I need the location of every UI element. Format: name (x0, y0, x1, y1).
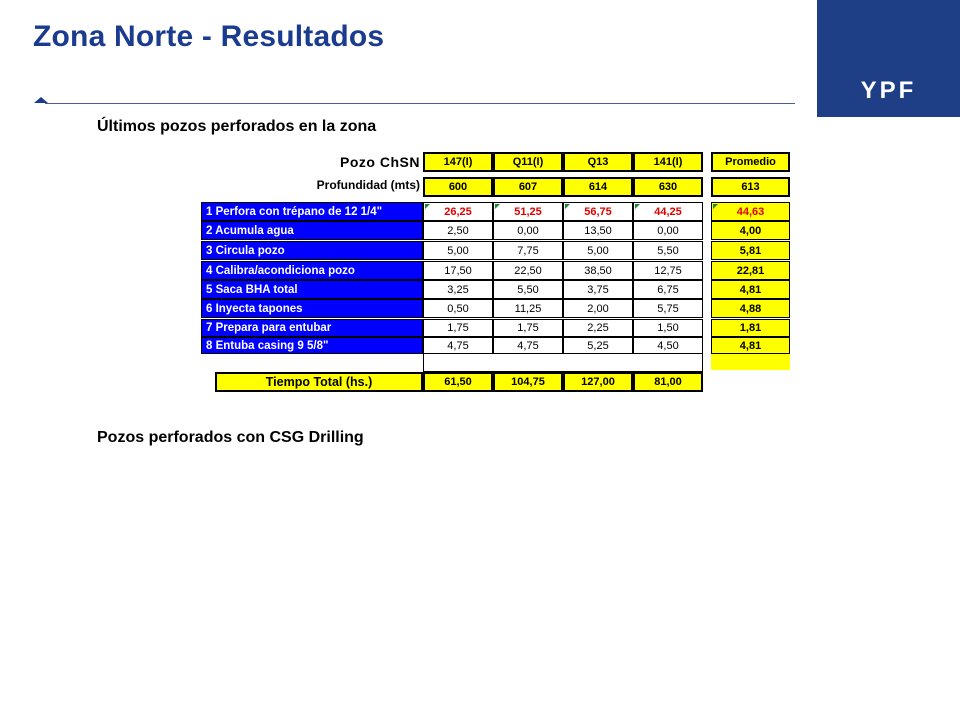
activity-value: 1,50 (633, 319, 703, 337)
activity-average: 44,63 (711, 202, 790, 221)
activity-value: 26,25 (423, 202, 493, 221)
activity-average: 4,00 (711, 221, 790, 240)
activity-value: 5,50 (493, 280, 563, 299)
activity-value: 4,75 (493, 337, 563, 354)
activity-value: 2,50 (423, 221, 493, 240)
well-header: Q13 (563, 152, 633, 172)
activity-value: 12,75 (633, 261, 703, 280)
activity-value: 5,75 (633, 299, 703, 318)
activity-label: 6 Inyecta tapones (201, 299, 423, 318)
activity-value: 1,75 (423, 319, 493, 337)
activity-label: 1 Perfora con trépano de 12 1/4" (201, 202, 423, 221)
well-header: Q11(I) (493, 152, 563, 172)
comment-flag-icon (713, 204, 718, 209)
activity-value: 2,00 (563, 299, 633, 318)
spacer-average (711, 354, 790, 370)
activity-label: 3 Circula pozo (201, 241, 423, 260)
activity-average: 4,81 (711, 280, 790, 299)
activity-value: 44,25 (633, 202, 703, 221)
well-header: 147(I) (423, 152, 493, 172)
activity-value: 5,00 (563, 241, 633, 260)
comment-flag-icon (635, 204, 640, 209)
label-profundidad: Profundidad (mts) (316, 178, 420, 192)
comment-flag-icon (565, 204, 570, 209)
activity-value: 11,25 (493, 299, 563, 318)
well-depth: 600 (423, 177, 493, 197)
ypf-logo (817, 0, 960, 117)
well-depth: 607 (493, 177, 563, 197)
csg-summary-table (483, 496, 941, 632)
section-title-csg-drilling: Pozos perforados con CSG Drilling (97, 429, 364, 446)
ypf-logo-text: YPF (860, 77, 917, 104)
average-depth: 613 (711, 177, 790, 197)
label-pozo: Pozo ChSN (340, 154, 420, 170)
activity-average: 22,81 (711, 261, 790, 280)
activity-label: 4 Calibra/acondiciona pozo (201, 261, 423, 280)
total-time-value: 104,75 (493, 372, 563, 392)
activity-label: 5 Saca BHA total (201, 280, 423, 299)
activity-value: 2,25 (563, 319, 633, 337)
activity-value: 0,00 (633, 221, 703, 240)
activity-value: 5,25 (563, 337, 633, 354)
activity-label: 8 Entuba casing 9 5/8" (201, 337, 423, 354)
activity-value: 51,25 (493, 202, 563, 221)
activity-label: 2 Acumula agua (201, 221, 423, 240)
activity-value: 6,75 (633, 280, 703, 299)
well-header: 141(I) (633, 152, 703, 172)
activity-average: 1,81 (711, 319, 790, 337)
activity-value: 0,00 (493, 221, 563, 240)
activity-value: 1,75 (493, 319, 563, 337)
title-divider (45, 103, 795, 104)
activity-value: 17,50 (423, 261, 493, 280)
activity-value: 5,50 (633, 241, 703, 260)
activity-value: 38,50 (563, 261, 633, 280)
section-title-recent-wells: Últimos pozos perforados en la zona (97, 118, 377, 135)
activity-value: 0,50 (423, 299, 493, 318)
activity-label: 7 Prepara para entubar (201, 319, 423, 337)
activity-average: 4,88 (711, 299, 790, 318)
page-title: Zona Norte - Resultados (33, 20, 385, 53)
well-depth: 614 (563, 177, 633, 197)
activity-average: 4,81 (711, 337, 790, 354)
total-time-value: 81,00 (633, 372, 703, 392)
average-header: Promedio (711, 152, 790, 172)
activity-value: 3,25 (423, 280, 493, 299)
activity-value: 4,50 (633, 337, 703, 354)
activity-value: 5,00 (423, 241, 493, 260)
activity-value: 7,75 (493, 241, 563, 260)
spacer-cells (423, 354, 703, 372)
activity-value: 22,50 (493, 261, 563, 280)
total-time-value: 61,50 (423, 372, 493, 392)
comment-flag-icon (495, 204, 500, 209)
total-time-value: 127,00 (563, 372, 633, 392)
activity-value: 13,50 (563, 221, 633, 240)
well-depth: 630 (633, 177, 703, 197)
activity-value: 4,75 (423, 337, 493, 354)
activity-value: 3,75 (563, 280, 633, 299)
total-time-label: Tiempo Total (hs.) (215, 372, 423, 392)
activity-value: 56,75 (563, 202, 633, 221)
activity-average: 5,81 (711, 241, 790, 260)
comment-flag-icon (425, 204, 430, 209)
